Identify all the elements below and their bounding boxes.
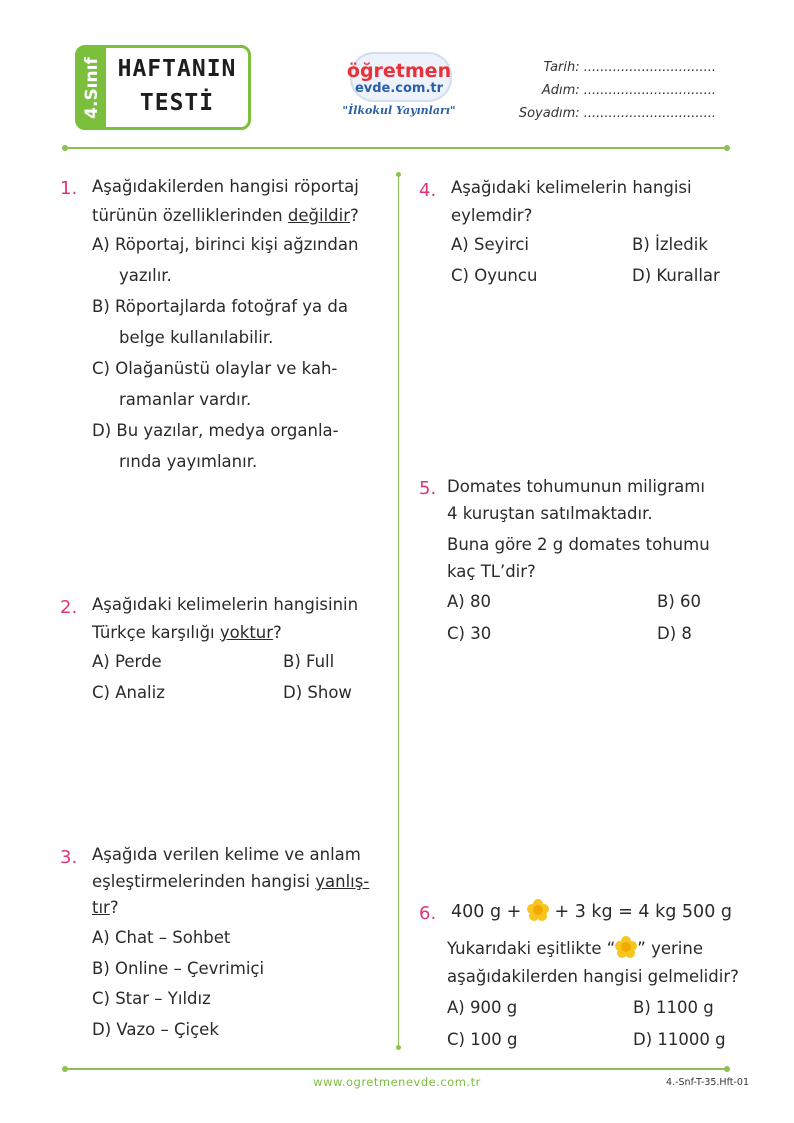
- option-b[interactable]: B) İzledik: [632, 235, 708, 254]
- column-dot-top: [396, 172, 401, 177]
- option-b[interactable]: B) Full: [283, 652, 335, 671]
- question-number: 2.: [60, 597, 78, 618]
- question-stem: Aşağıda verilen kelime ve anlam: [92, 845, 361, 864]
- option-b-cont: belge kullanılabilir.: [119, 328, 274, 347]
- column-divider: [398, 176, 399, 1048]
- title-line-1: HAFTANIN: [117, 56, 237, 82]
- question-stem-line-2: 4 kuruştan satılmaktadır.: [447, 504, 653, 523]
- option-d[interactable]: D) Show: [283, 683, 352, 702]
- footer-website-link[interactable]: www.ogretmenevde.com.tr: [313, 1075, 481, 1089]
- surname-field[interactable]: [519, 106, 716, 121]
- question-stem: Aşağıdaki kelimelerin hangisinin: [92, 595, 359, 614]
- footer-code: 4.-Snf-T-35.Hft-01: [666, 1077, 749, 1088]
- option-c[interactable]: C) 30: [447, 624, 492, 643]
- option-d[interactable]: D) Vazo – Çiçek: [92, 1020, 219, 1039]
- option-a[interactable]: A) Perde: [92, 652, 162, 671]
- publisher-logo: [340, 46, 458, 130]
- option-c[interactable]: C) Olağanüstü olaylar ve kah-: [92, 359, 338, 378]
- option-c[interactable]: C) Star – Yıldız: [92, 989, 211, 1008]
- question-stem: Yukarıdaki eşitlikte “ ” yerine: [447, 934, 703, 963]
- negation-word: yanlış-: [315, 872, 370, 891]
- surname-label: Soyadım:: [518, 106, 580, 121]
- option-b[interactable]: B) Röportajlarda fotoğraf ya da: [92, 297, 348, 316]
- negation-word: yoktur: [219, 623, 274, 642]
- grade-tab: [78, 48, 106, 127]
- rule-dot-right: [724, 1066, 730, 1072]
- question-stem-line-2: aşağıdakilerden hangisi gelmelidir?: [447, 967, 739, 986]
- top-divider: [65, 147, 727, 149]
- option-c[interactable]: C) 100 g: [447, 1030, 518, 1049]
- option-a[interactable]: A) Röportaj, birinci kişi ağzından: [92, 235, 359, 254]
- title-line-2: TESTİ: [139, 90, 215, 116]
- option-a[interactable]: A) 80: [447, 592, 491, 611]
- date-dots: ................................: [583, 60, 716, 75]
- negation-word-cont: tır: [92, 898, 110, 917]
- grade-badge: [75, 45, 251, 130]
- name-field[interactable]: [542, 83, 716, 98]
- question-stem-line-2: eşleştirmelerinden hangisi yanlış-: [92, 872, 370, 891]
- option-d[interactable]: D) Kurallar: [632, 266, 720, 285]
- rule-dot-right: [724, 145, 730, 151]
- grade-label: 4.Sınıf: [82, 56, 102, 119]
- option-d-cont: rında yayımlanır.: [119, 452, 258, 471]
- logo-text-bottom: evde.com.tr: [354, 81, 444, 96]
- date-field[interactable]: [544, 60, 717, 75]
- equation: 400 g + + 3 kg = 4 kg 500 g: [451, 898, 732, 927]
- option-a[interactable]: A) Seyirci: [451, 235, 530, 254]
- option-a[interactable]: A) Chat – Sohbet: [92, 928, 231, 947]
- option-d[interactable]: D) Bu yazılar, medya organla-: [92, 421, 339, 440]
- question-number: 4.: [419, 180, 437, 201]
- question-stem-line-3: tır?: [92, 898, 119, 917]
- logo-subtitle: "İlkokul Yayınları": [342, 104, 456, 117]
- question-stem: Aşağıdakilerden hangisi röportaj: [92, 177, 359, 196]
- flower-icon-inline: [615, 936, 637, 958]
- question-number: 6.: [419, 903, 437, 924]
- option-b[interactable]: B) 1100 g: [633, 998, 714, 1017]
- option-b[interactable]: B) Online – Çevrimiçi: [92, 959, 265, 978]
- bottom-divider: [65, 1068, 727, 1070]
- name-dots: ................................: [583, 83, 716, 98]
- negation-word: değildir: [287, 206, 350, 225]
- question-stem-line-3: Buna göre 2 g domates tohumu: [447, 535, 710, 554]
- option-c[interactable]: C) Oyuncu: [451, 266, 538, 285]
- option-d[interactable]: D) 11000 g: [633, 1030, 726, 1049]
- flower-icon: [527, 899, 549, 921]
- option-c[interactable]: C) Analiz: [92, 683, 165, 702]
- option-c-cont: ramanlar vardır.: [119, 390, 252, 409]
- question-stem-line-2: eylemdir?: [451, 206, 533, 225]
- option-b[interactable]: B) 60: [657, 592, 701, 611]
- surname-dots: ................................: [583, 106, 716, 121]
- question-stem-line-2: Türkçe karşılığı yoktur?: [92, 623, 282, 642]
- question-number: 3.: [60, 847, 78, 868]
- question-stem-line-2: türünün özelliklerinden değildir?: [92, 206, 359, 225]
- option-a[interactable]: A) 900 g: [447, 998, 518, 1017]
- question-stem: Domates tohumunun miligramı: [447, 477, 705, 496]
- question-stem-line-4: kaç TL’dir?: [447, 562, 536, 581]
- option-d[interactable]: D) 8: [657, 624, 692, 643]
- date-label: Tarih:: [543, 60, 580, 75]
- column-dot-bottom: [396, 1045, 401, 1050]
- name-label: Adım:: [541, 83, 580, 98]
- question-stem: Aşağıdaki kelimelerin hangisi: [451, 178, 692, 197]
- option-a-cont: yazılır.: [119, 266, 172, 285]
- question-number: 5.: [419, 478, 437, 499]
- logo-text-top: öğretmen: [346, 60, 452, 82]
- question-number: 1.: [60, 178, 78, 199]
